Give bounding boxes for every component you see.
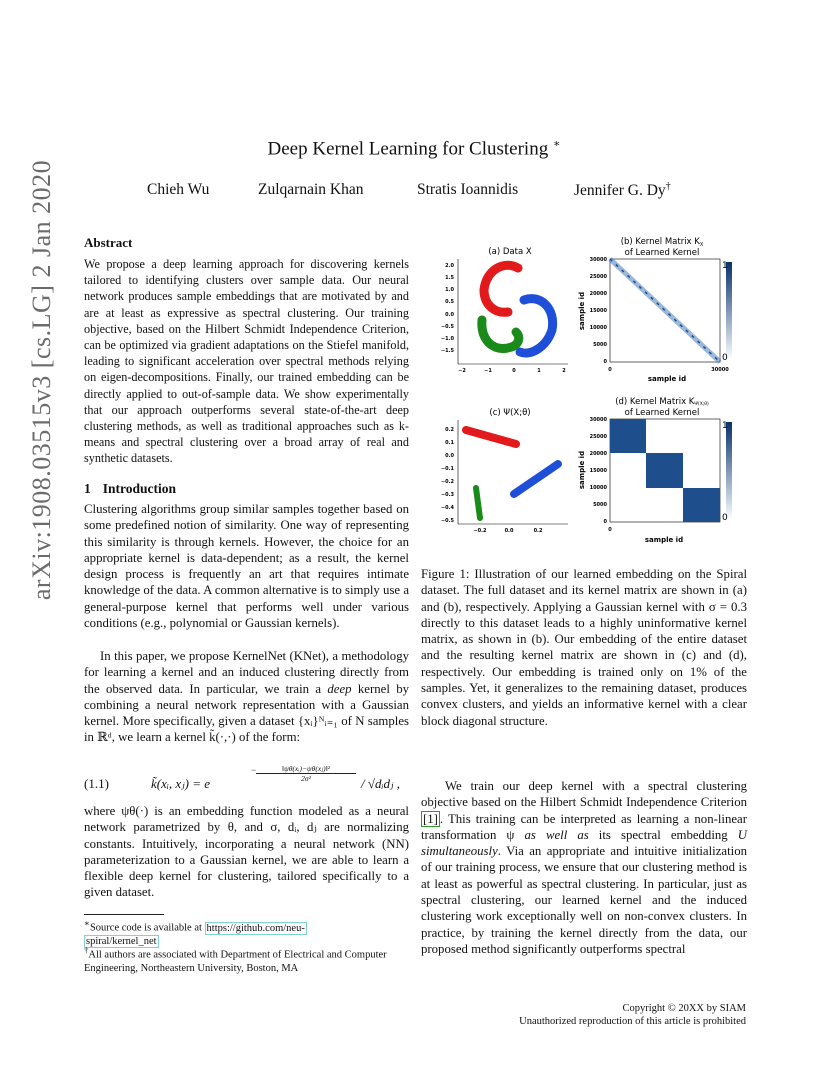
author-1 (147, 181, 209, 199)
author-name: Jennifer G. Dy (574, 182, 666, 200)
ytick-label: 0.0 (445, 453, 454, 459)
text-run: kernel by combining a neural network representation with a Gaussian kernel. More specifically, given a dataset {xᵢ}ᴺᵢ₌₁ of N samples in ℝᵈ, we learn a kernel k̃(·,·) of the form: (84, 681, 410, 745)
text-run: In this paper, we propose KernelNet (KNet), a methodology for learning a kernel and an induced clustering directly from the observed data. In particular, we train a (84, 649, 409, 696)
footnote-mark: ∗ (84, 918, 90, 928)
exponent-denominator: 2σ² (301, 774, 311, 783)
ytick-label: −0.3 (440, 492, 454, 498)
author-footnote-mark: † (665, 181, 671, 192)
green-cluster (482, 320, 519, 348)
intro-paragraph-1: Clustering algorithms group similar samples together based on some predefined notion of similarity. One way of representing this similarity is through kernels. However, the choice for an appropriate kernel is data-dependent; as a result, the kernel design process is frequently an art that requires intimate knowledge of the data. A common alternative is to simply use a general-purpose kernel that performs well under various conditions (e.g., polynomial or Gaussian kernels). (84, 502, 409, 631)
colorbar-b (726, 262, 732, 358)
equation-rhs: / √dᵢdⱼ , (361, 776, 400, 791)
figure-caption: Figure 1: Illustration of our learned embedding on the Spiral dataset. The full dataset and its kernel matrix are shown in (a) and (b), respectively. Applying a Gaussian kernel with σ = 0.3 directly to this dataset leads to a highly uninformative kernel matrix, as shown in (b). Our embedding of the entire dataset and the resulting kernel matrix are shown in (c) and (d), respectively. Our embedding is trained only on 1% of the samples. Yet, it generalizes to the remaining dataset, produces convex clusters, and yields an informative kernel with a clear block diagonal structure. (421, 567, 747, 728)
panel-a-title: (a) Data X (488, 247, 532, 257)
equation-lhs: k̃(xᵢ, xⱼ) = e (151, 776, 211, 791)
title-footnote-mark: ∗ (552, 138, 561, 150)
footnote-text: Source code is available at (89, 922, 205, 934)
intro-paragraph-3: where ψθ(·) is an embedding function modeled as a neural network parametrized by θ, and σ, dᵢ, dⱼ are normalizing constants. Intuitively, incorporating a neural network (NN) parameterization to a Gaussian kernel, we are able to learn a flexible deep kernel for clustering, tailored specifically to a given dataset. (84, 804, 409, 900)
ytick-label: −0.2 (440, 479, 454, 485)
footnote-text: All authors are associated with Department of Electrical and Computer Engineering, Northeastern University, Boston, MA (84, 949, 387, 974)
ytick-label: −0.5 (440, 518, 454, 524)
ytick-label: 0 (603, 359, 607, 365)
kernel-block-3 (683, 488, 720, 522)
source-code-link[interactable]: https://github.com/neu- (206, 922, 305, 934)
footnote-mark: † (84, 945, 89, 955)
xtick-label: 0 (608, 367, 612, 373)
exponent-minus: − (251, 765, 257, 775)
panel-d-xlabel: sample id (644, 536, 684, 544)
footnote-rule (84, 914, 164, 915)
ytick-label: 0.0 (445, 312, 454, 318)
paper-title (0, 137, 828, 160)
equation-1-1 (84, 766, 409, 802)
xtick-label: −2 (458, 368, 466, 374)
figure-1 (424, 232, 744, 552)
ytick-label: 0.5 (445, 299, 454, 305)
emphasis: as well as (524, 827, 589, 842)
ytick-label: −1.0 (440, 336, 454, 342)
footnote-2 (84, 944, 409, 976)
section-title: Introduction (102, 481, 177, 496)
section-number: 1 (84, 481, 91, 496)
intro-right-paragraph (421, 778, 747, 957)
author-name: Stratis Ioannidis (417, 181, 519, 198)
ytick-label: 5000 (593, 342, 607, 348)
panel-c-yticks (441, 427, 455, 524)
text-run: . Via an appropriate and intuitive initialization of our training process, we ensure that our clustering method is at least as powerful as spectral clustering. In particular, just as spectral clustering, our learned kernel and the induced clustering work exceptionally well on non-convex clusters. In practice, by training the kernel directly from the data, our proposed method significantly outperforms spectral (421, 844, 747, 956)
emphasis: U simultaneously (421, 827, 748, 859)
intro-paragraph-2 (84, 648, 409, 746)
title-text: (b) Kernel Matrix K (620, 237, 700, 247)
equation-exponent (256, 764, 356, 783)
panel-b-title (621, 237, 704, 248)
xtick-label: 0.2 (533, 528, 543, 534)
ytick-label: 10000 (589, 325, 607, 331)
blue-embedding (514, 464, 558, 494)
ytick-label: −0.4 (440, 505, 454, 511)
ytick-label: 30000 (589, 417, 607, 423)
abstract-heading: Abstract (84, 235, 133, 250)
red-embedding (466, 430, 516, 444)
green-embedding (476, 488, 480, 518)
ytick-label: 20000 (589, 291, 607, 297)
panel-d-yticks (590, 417, 608, 525)
ytick-label: 1.0 (445, 287, 454, 293)
copyright-line: Unauthorized reproduction of this article is prohibited (519, 1016, 746, 1027)
ytick-label: 2.0 (445, 263, 454, 269)
panel-a-xticks (458, 368, 566, 374)
ytick-label: 20000 (589, 451, 607, 457)
panel-d-title-line2: of Learned Kernel (624, 408, 700, 418)
xtick-label: 0.0 (504, 528, 514, 534)
citation-link[interactable]: [1] (423, 811, 438, 826)
ytick-label: 0.1 (445, 440, 454, 446)
panel-a (441, 247, 568, 374)
panel-d-title (615, 397, 709, 407)
panel-a-yticks (441, 263, 455, 354)
colorbar-min: 0 (722, 353, 728, 363)
section-heading (84, 481, 176, 497)
panel-b (578, 237, 732, 383)
xtick-label: 0 (608, 527, 612, 533)
equation-number: (1.1) (84, 776, 109, 791)
author-3 (417, 181, 518, 199)
panel-b-yticks (590, 257, 608, 365)
panel-c-title: (c) Ψ(X;θ) (489, 408, 531, 418)
ytick-label: 0.2 (445, 427, 454, 433)
xtick-label: 30000 (711, 367, 729, 373)
panel-d (578, 397, 732, 544)
copyright-line: Copyright © 20XX by SIAM (622, 1003, 746, 1014)
ytick-label: 30000 (589, 257, 607, 263)
ytick-label: 0 (603, 519, 607, 525)
colorbar-max: 1 (722, 261, 728, 271)
ytick-label: 10000 (589, 485, 607, 491)
copyright-notice (519, 1002, 746, 1028)
xtick-label: 0 (512, 368, 516, 374)
panel-b-ylabel: sample id (578, 291, 586, 331)
panel-d-ylabel: sample id (578, 450, 586, 490)
xtick-label: −0.2 (473, 528, 487, 534)
kernel-block-1 (610, 419, 646, 453)
text-run: We train our deep kernel with a spectral clustering objective based on the Hilbert Schmidt Independence Criterion (421, 779, 747, 810)
ytick-label: 15000 (589, 308, 607, 314)
author-name: Chieh Wu (147, 181, 210, 198)
ytick-label: 25000 (589, 434, 607, 440)
xtick-label: 1 (537, 368, 541, 374)
kernel-block-2 (646, 453, 683, 488)
ytick-label: 1.5 (445, 275, 454, 281)
colorbar-d (726, 422, 732, 518)
source-code-link-continued[interactable]: spiral/kernel_net (86, 936, 157, 947)
colorbar-min: 0 (722, 513, 728, 523)
ytick-label: 25000 (589, 274, 607, 280)
xtick-label: 2 (562, 368, 566, 374)
xtick-label: −1 (484, 368, 492, 374)
ytick-label: −1.5 (440, 348, 454, 354)
panel-b-title-line2: of Learned Kernel (624, 248, 700, 258)
ytick-label: −0.5 (440, 324, 454, 330)
blue-cluster (520, 299, 553, 353)
red-cluster (484, 265, 518, 312)
author-2 (258, 181, 363, 199)
emphasis: deep (327, 681, 352, 696)
title-subscript: X (699, 242, 704, 248)
author-name: Zulqarnain Khan (258, 181, 364, 198)
title-text: Deep Kernel Learning for Clustering (267, 138, 549, 160)
title-subscript: Ψ(X;θ) (694, 402, 709, 407)
text-run: its spectral embedding (588, 827, 738, 842)
panel-c (441, 408, 568, 534)
ytick-label: −0.1 (440, 466, 454, 472)
text-run: . This training can be interpreted as learning a non-linear transformation ψ (421, 811, 747, 842)
abstract-text: We propose a deep learning approach for discovering kernels tailored to identifying clusters over sample data. Our neural network produces sample embeddings that are motivated by and are at least as expressive as spectral clustering. Our training objective, based on the Hilbert Schmidt Independence Criterion, can be optimized via gradient adaptations on the Stiefel manifold, leading to significant acceleration over spectral methods relying on eigen-decompositions. Finally, our trained embedding can be directly applied to out-of-sample data. We show experimentally that our approach outperforms several state-of-the-art deep clustering methods, as well as traditional approaches such as k-means and spectral clustering over a broad array of real and synthetic datasets. (84, 257, 409, 466)
colorbar-max: 1 (722, 421, 728, 431)
panel-c-xticks (473, 528, 542, 534)
arxiv-id: arXiv:1908.03515v3 [cs.LG] 2 Jan 2020 (27, 159, 56, 601)
ytick-label: 5000 (593, 502, 607, 508)
ytick-label: 15000 (589, 468, 607, 474)
exponent-numerator: ‖ψθ(xᵢ)−ψθ(xⱼ)‖² (256, 764, 356, 774)
panel-b-xlabel: sample id (647, 375, 687, 383)
title-text: (d) Kernel Matrix K (615, 397, 695, 407)
author-4 (574, 181, 671, 200)
